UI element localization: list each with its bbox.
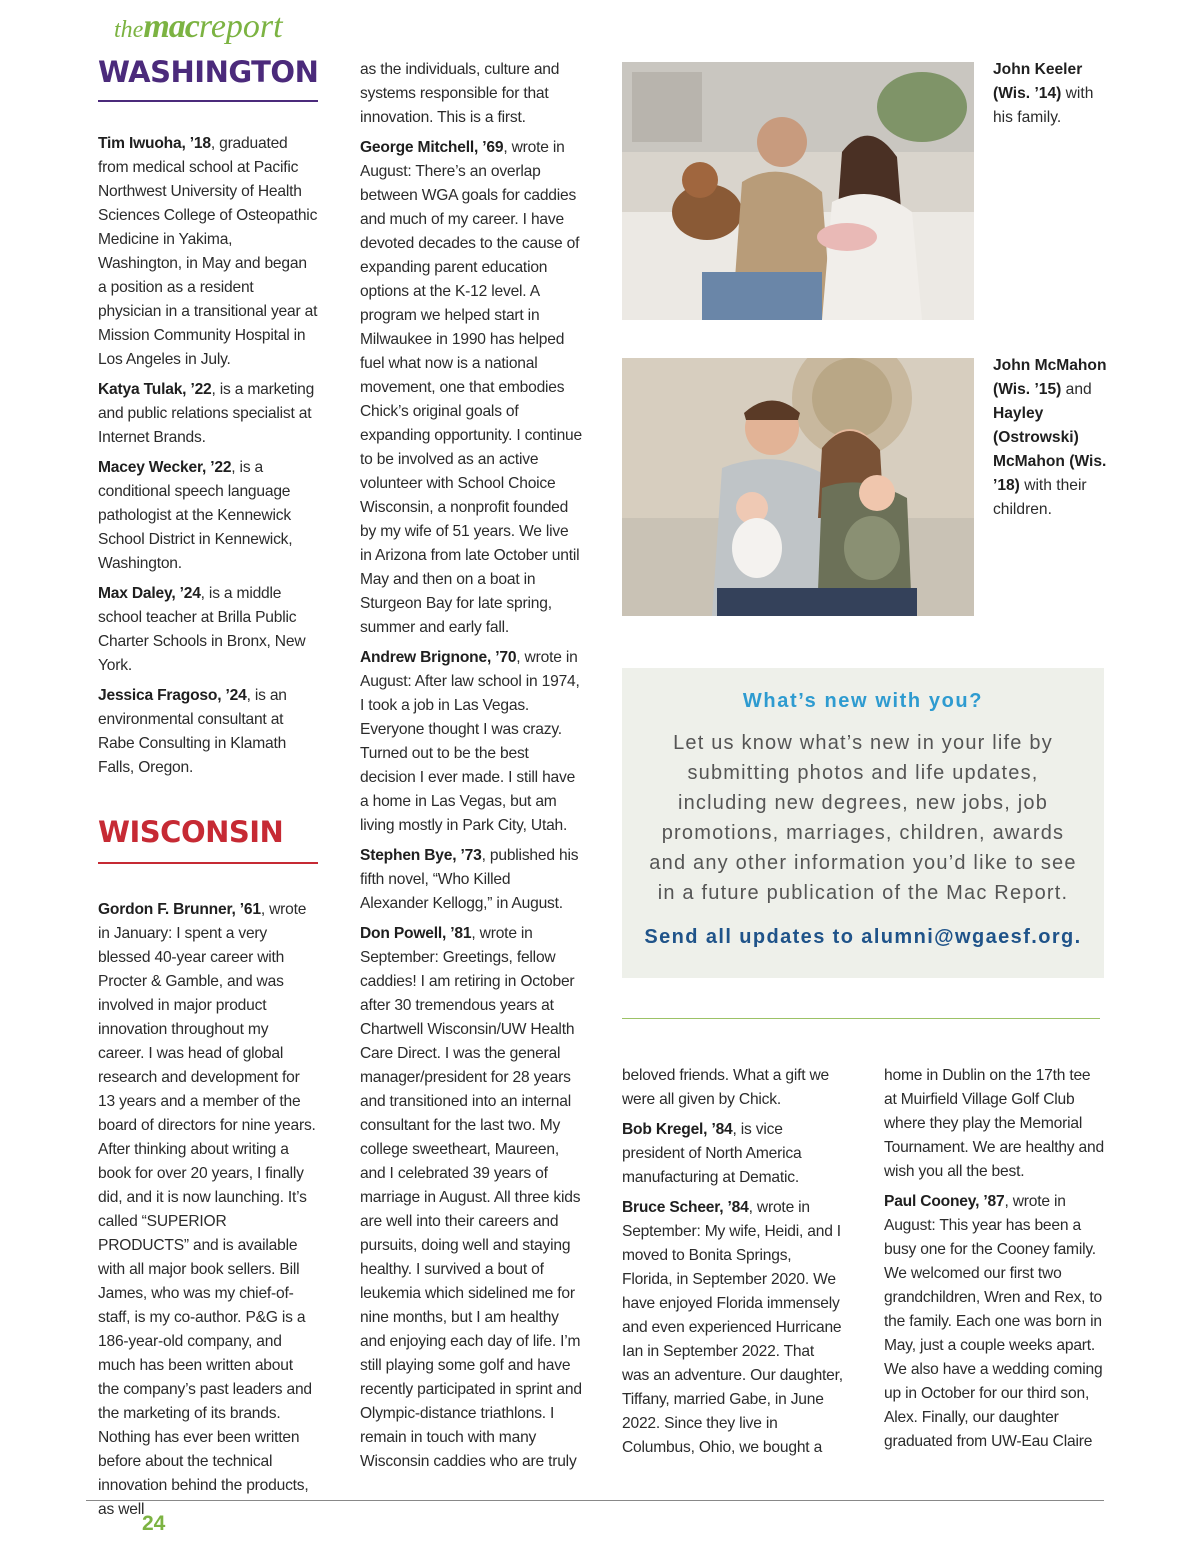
- wisconsin-heading: WISCONSIN: [98, 815, 284, 849]
- wisconsin-entries: [98, 898, 318, 1528]
- entry-name: George Mitchell, ’69: [360, 139, 504, 156]
- entry-text: , is a middle school teacher at Brilla Public Charter Schools in Bronx, New York.: [98, 585, 306, 674]
- entry-bruce-scheer: [622, 1196, 844, 1460]
- masthead-logo: [114, 8, 283, 48]
- entry-text: , wrote in August: After law school in 1974, I took a job in Las Vegas. Everyone thought I was crazy. Turned out to be the best decision I ever made. I still have a home in Las Vegas, but am living mostly in Park City, Utah.: [360, 649, 580, 834]
- masthead-the: the: [114, 17, 144, 43]
- masthead-mac: mac: [143, 8, 199, 45]
- caption-name: John McMahon: [993, 357, 1107, 374]
- column-2: [360, 58, 582, 1480]
- wisconsin-rule: [98, 862, 318, 864]
- footer-rule: [86, 1500, 1104, 1501]
- entry-macey-wecker: [98, 456, 318, 576]
- callout-title: What’s new with you?: [742, 690, 984, 712]
- entry-name: Paul Cooney, ’87: [884, 1193, 1005, 1210]
- entry-stephen-bye: [360, 844, 582, 916]
- caption-class: (Wis. ’14): [993, 85, 1062, 102]
- entry-name: Andrew Brignone, ’70: [360, 649, 517, 666]
- entry-text: , wrote in August: There’s an overlap between WGA goals for caddies and much of my career. I have devoted decades to the cause of expanding parent education options at the K-12 level. A program we helped start in Milwaukee in 1990 has helped fuel what now is a national movement, one that embodies Chick’s original goals of expanding opportunity. I continue to be involved as an active volunteer with School Choice Wisconsin, a nonprofit founded by my wife of 51 years. We live in Arizona from late October until May and then on a boat in Sturgeon Bay for late spring, summer and early fall.: [360, 139, 582, 636]
- entry-don-powell: [360, 922, 582, 1474]
- continuation-text: beloved friends. What a gift we were all given by Chick.: [622, 1067, 830, 1108]
- section-divider: [622, 1018, 1100, 1019]
- caption-text: with their children.: [993, 477, 1087, 518]
- washington-entries: [98, 132, 318, 786]
- entry-text: , wrote in January: I spent a very blessed 40-year career with Procter & Gamble, and was involved in major product innovation throughout my career. I was head of global research and development for 13 years and a member of the board of directors for nine years. After thinking about writing a book for over 20 years, I finally did, and it is now launching. It’s called “SUPERIOR PRODUCTS” and is available with all major book sellers. Bill James, who was my chief-of-staff, is my co-author. P&G is a 186-year-old company, and much has been written about the company’s past leaders and the marketing of its brands. Nothing has ever been written before about the technical innovation behind the products, as well: [98, 901, 316, 1518]
- callout-email-link[interactable]: Send all updates to alumni@wgaesf.org.: [644, 926, 1082, 948]
- entry-paul-cooney: [884, 1190, 1106, 1454]
- washington-heading: WASHINGTON: [98, 55, 319, 89]
- entry-name: Gordon F. Brunner, ’61: [98, 901, 261, 918]
- washington-rule: [98, 100, 318, 102]
- entry-text: , graduated from medical school at Pacific Northwest University of Health Sciences College of Osteopathic Medicine in Yakima, Washington, in May and began a position as a resident physician in a transitional year at Mission Community Hospital in Los Angeles in July.: [98, 135, 318, 368]
- continuation-text: home in Dublin on the 17th tee at Muirfield Village Golf Club where they play the Memorial Tournament. We are healthy and wish you all the best.: [884, 1067, 1104, 1180]
- page-number: 24: [142, 1512, 166, 1535]
- entry-name: Stephen Bye, ’73: [360, 847, 482, 864]
- entry-katya-tulak: [98, 378, 318, 450]
- keeler-family-photo: [622, 62, 974, 320]
- entry-tim-iwuoha: [98, 132, 318, 372]
- entry-name: Bob Kregel, ’84: [622, 1121, 733, 1138]
- entry-gordon-brunner: [98, 898, 318, 1522]
- caption-text: with his family.: [993, 85, 1094, 126]
- entry-name: Don Powell, ’81: [360, 925, 472, 942]
- entry-name: Macey Wecker, ’22: [98, 459, 232, 476]
- mcmahon-family-photo: [622, 358, 974, 616]
- caption-class: (Wis. ’15): [993, 381, 1062, 398]
- keeler-caption: [993, 58, 1113, 130]
- caption-class: (Wis. ’18): [993, 453, 1107, 494]
- entry-jessica-fragoso: [98, 684, 318, 780]
- continuation-text: as the individuals, culture and systems responsible for that innovation. This is a first.: [360, 61, 560, 126]
- column-4: [884, 1064, 1106, 1460]
- entry-text: , is a conditional speech language pathologist at the Kennewick School District in Kennewick, Washington.: [98, 459, 293, 572]
- entry-name: Katya Tulak, ’22: [98, 381, 212, 398]
- entry-name: Max Daley, ’24: [98, 585, 201, 602]
- entry-text: , is a marketing and public relations specialist at Internet Brands.: [98, 381, 315, 446]
- caption-text: and: [1061, 381, 1092, 398]
- column-3: [622, 1064, 844, 1466]
- callout-body: Let us know what’s new in your life by submitting photos and life updates, including new degrees, new jobs, job promotions, marriages, children, awards and any other information you’d like to see in a future publication of the Mac Report.: [649, 732, 1077, 904]
- whats-new-callout: [622, 668, 1104, 978]
- entry-bob-kregel: [622, 1118, 844, 1190]
- entry-text: , wrote in September: Greetings, fellow caddies! I am retiring in October after 30 tremendous years at Chartwell Wisconsin/UW Health Care Direct. I was the general manager/president for 28 years and transitioned into an internal consultant for the last two. My college sweetheart, Maureen, and I celebrated 39 years of marriage in August. All three kids are well into their careers and pursuits, doing well and staying healthy. I survived a bout of leukemia which sidelined me for nine months, but I am healthy and enjoying each day of life. I’m still playing some golf and have recently participated in sprint and Olympic-distance triathlons. I remain in touch with many Wisconsin caddies who are truly: [360, 925, 582, 1470]
- entry-text: , is an environmental consultant at Rabe Consulting in Klamath Falls, Oregon.: [98, 687, 287, 776]
- entry-george-mitchell: [360, 136, 582, 640]
- entry-text: , wrote in August: This year has been a busy one for the Cooney family. We welcomed our first two grandchildren, Wren and Rex, to the family. Each one was born in May, just a couple weeks apart. We also have a wedding coming up in October for our third son, Alex. Finally, our daughter graduated from UW-Eau Claire: [884, 1193, 1103, 1450]
- entry-text: , published his fifth novel, “Who Killed Alexander Kellogg,” in August.: [360, 847, 579, 912]
- entry-name: Jessica Fragoso, ’24: [98, 687, 247, 704]
- entry-name: Bruce Scheer, ’84: [622, 1199, 749, 1216]
- entry-text: , is vice president of North America manufacturing at Dematic.: [622, 1121, 802, 1186]
- masthead-report: report: [198, 8, 283, 45]
- caption-name: Hayley (Ostrowski) McMahon: [993, 405, 1079, 470]
- caption-name: John Keeler: [993, 61, 1083, 78]
- entry-text: , wrote in September: My wife, Heidi, and I moved to Bonita Springs, Florida, in September 2020. We have enjoyed Florida immensely and even experienced Hurricane Ian in September 2022. That was an adventure. Our daughter, Tiffany, married Gabe, in June 2022. Since they live in Columbus, Ohio, we bought a: [622, 1199, 843, 1456]
- entry-name: Tim Iwuoha, ’18: [98, 135, 211, 152]
- entry-andrew-brignone: [360, 646, 582, 838]
- mcmahon-caption: [993, 354, 1113, 522]
- entry-max-daley: [98, 582, 318, 678]
